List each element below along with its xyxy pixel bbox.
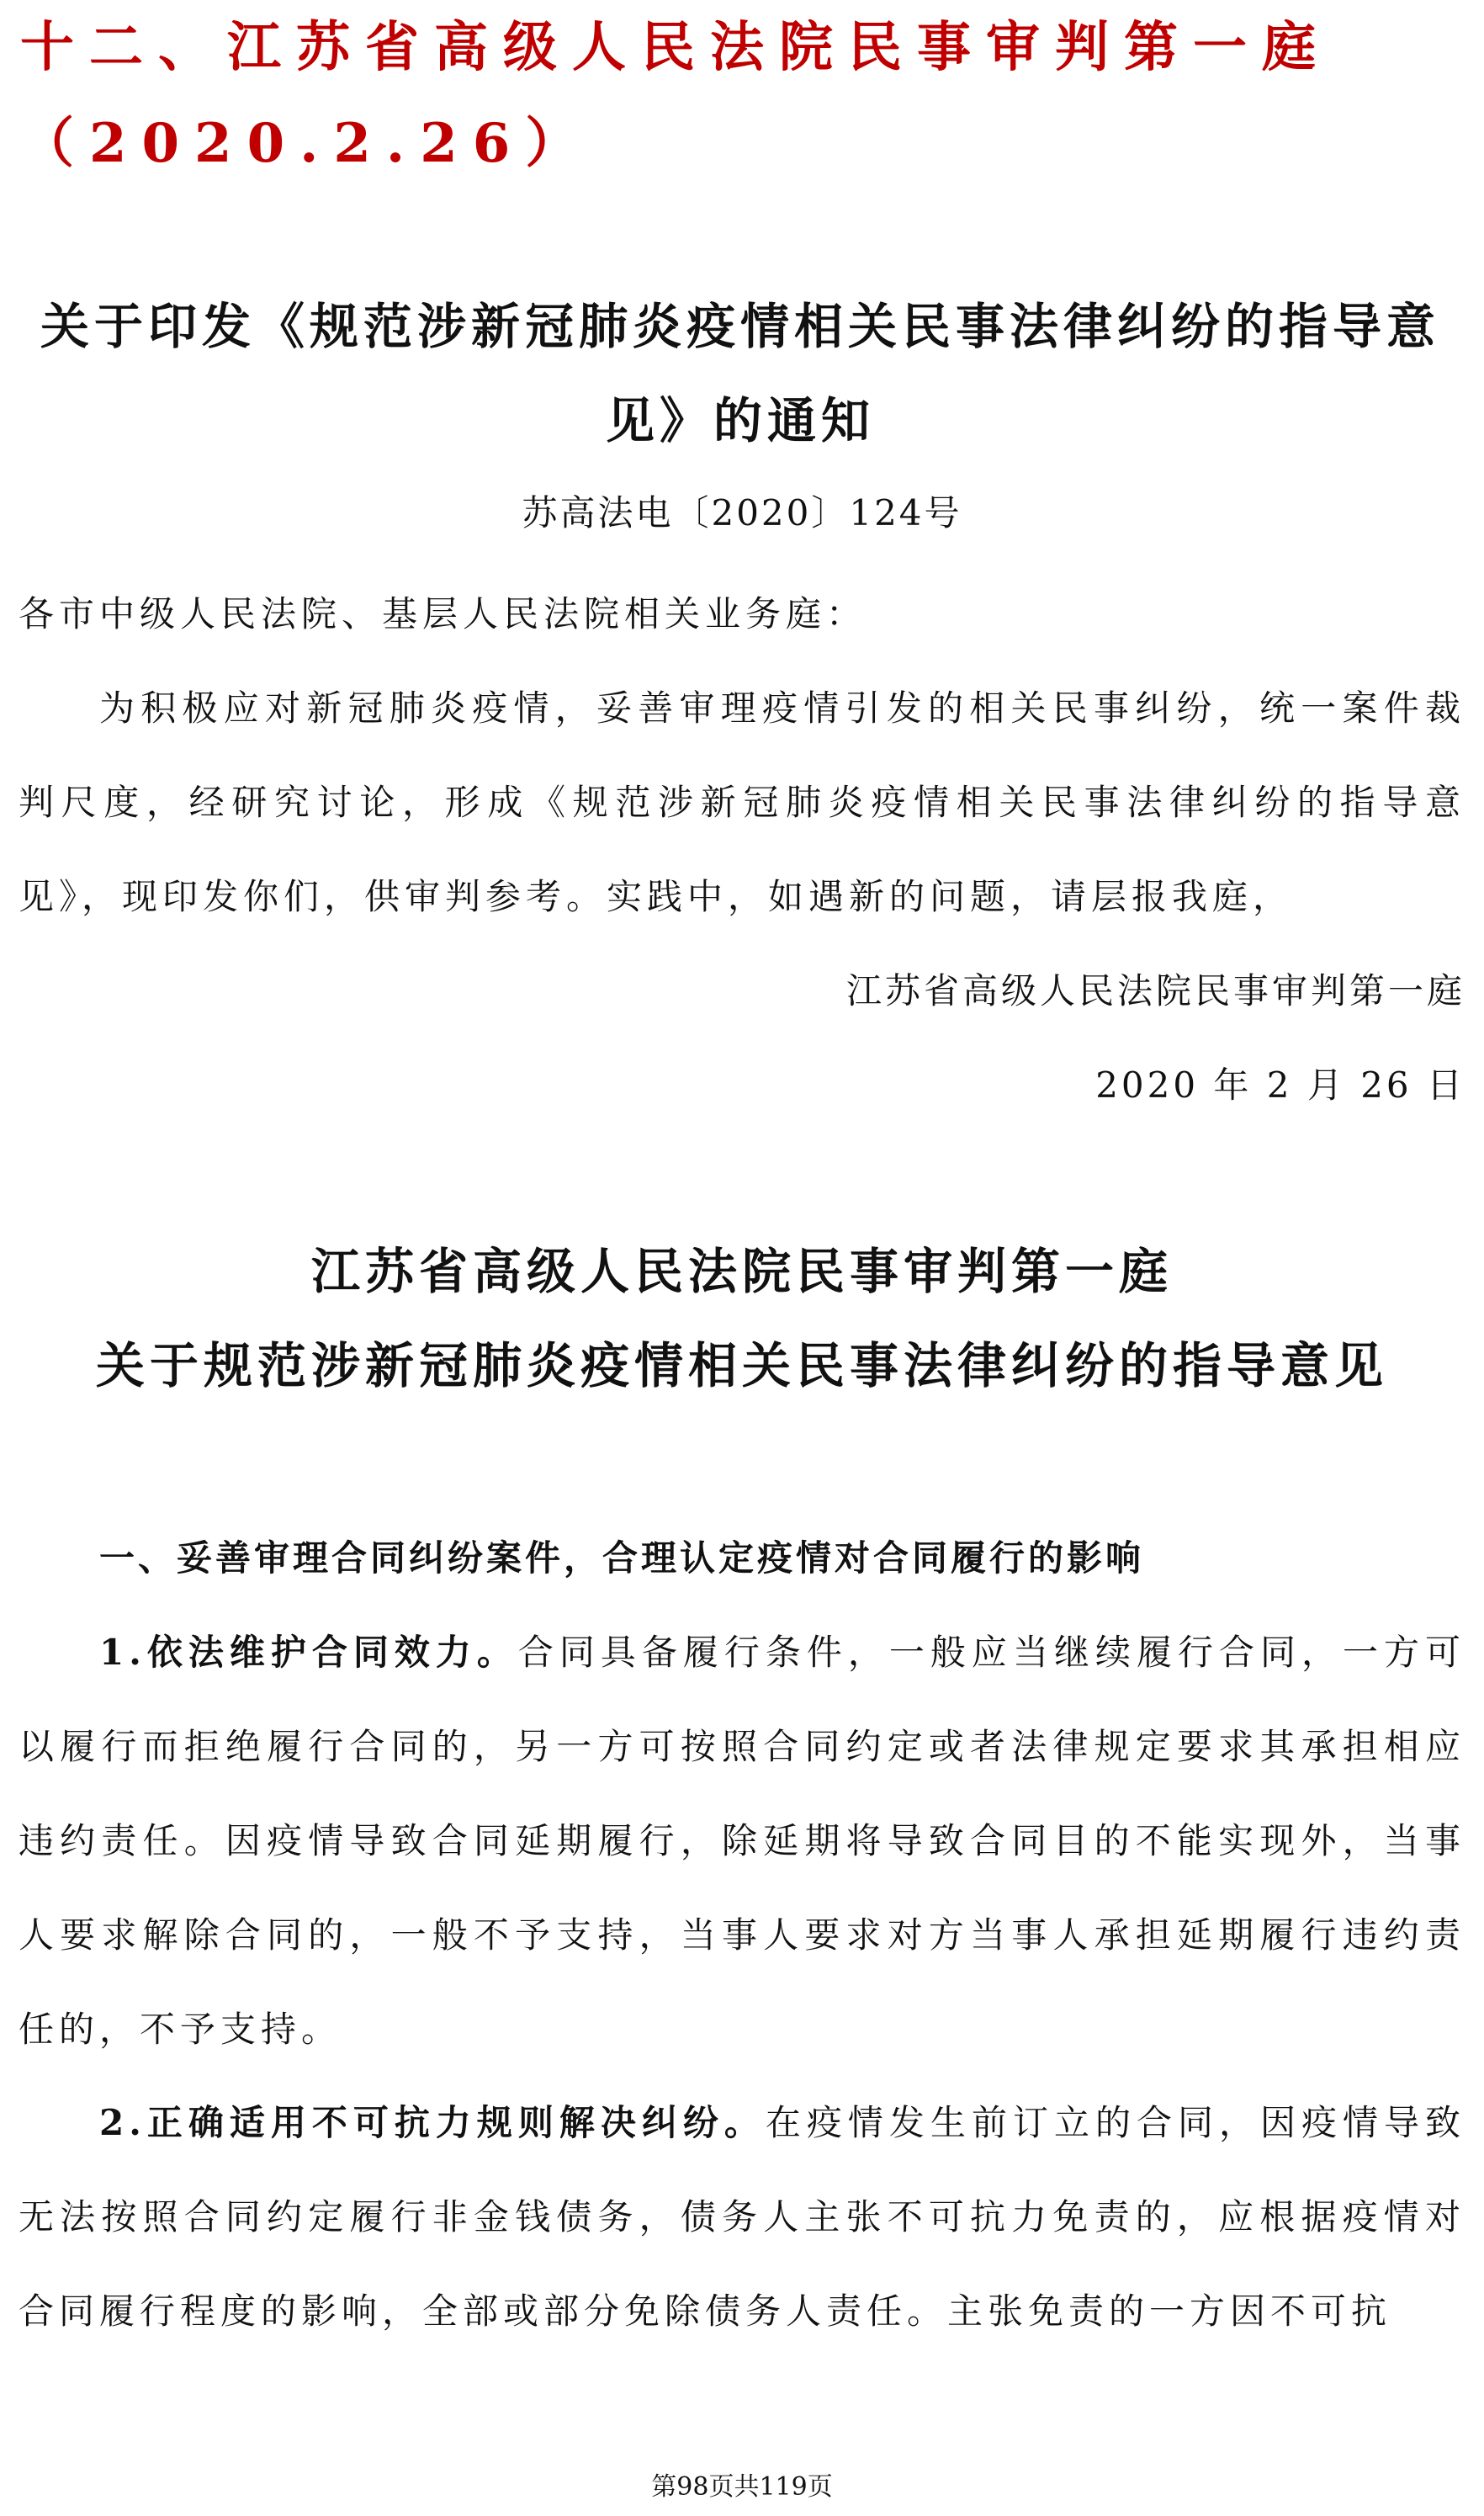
addressee-line: 各市中级人民法院、基层人民法院相关业务庭： [19,593,867,634]
article-1-text: 合同具备履行条件，一般应当继续履行合同，一方可以履行而拒绝履行合同的，另一方可按照合同约定或者法律规定要求其承担相应违约责任。因疫情导致合同延期履行，除延期将导致合同目的不能实现外，当事人要求解除合同的，一般不予支持，当事人要求对方当事人承担延期履行违约责任的，不予支持。 [19,1632,1465,2050]
chapter-heading-1: 一、妥善审理合同纠纷案件，合理认定疫情对合同履行的影响 [99,1537,1145,1579]
notice-title: 关于印发《规范涉新冠肺炎疫情相关民事法律纠纷的指导意见》的通知 [40,298,1440,449]
article-2-lead: 2.正确适用不可抗力规则解决纠纷。 [99,2102,766,2143]
article-2 [19,2076,1465,2359]
article-1 [19,1606,1465,2077]
article-1-lead: 1.依法维护合同效力。 [99,1632,518,1673]
article-2-text: 在疫情发生前订立的合同，因疫情导致无法按照合同约定履行非金钱债务，债务人主张不可抗力免责的，应根据疫情对合同履行程度的影响，全部或部分免除债务人责任。主张免责的一方因不可抗 [19,2102,1465,2332]
section-heading: 十二、江苏省高级人民法院民事审判第一庭（2020.2.26） [20,16,1331,175]
signer-name: 江苏省高级人民法院民事审判第一庭 [845,970,1465,1011]
opinion-title-line2: 关于规范涉新冠肺炎疫情相关民事法律纠纷的指导意见 [95,1337,1388,1394]
opinion-title-line1: 江苏省高级人民法院民事审判第一庭 [310,1243,1173,1300]
document-number: 苏高法电〔2020〕124号 [522,492,962,533]
page-footer: 第98页共119页 [651,2472,833,2502]
notice-paragraph: 为积极应对新冠肺炎疫情，妥善审理疫情引发的相关民事纠纷，统一案件裁判尺度，经研究讨论，形成《规范涉新冠肺炎疫情相关民事法律纠纷的指导意见》，现印发你们，供审判参考。实践中，如遇新的问题，请层报我庭， [19,687,1465,917]
signing-date: 2020 年 2 月 26 日 [1095,1064,1465,1106]
